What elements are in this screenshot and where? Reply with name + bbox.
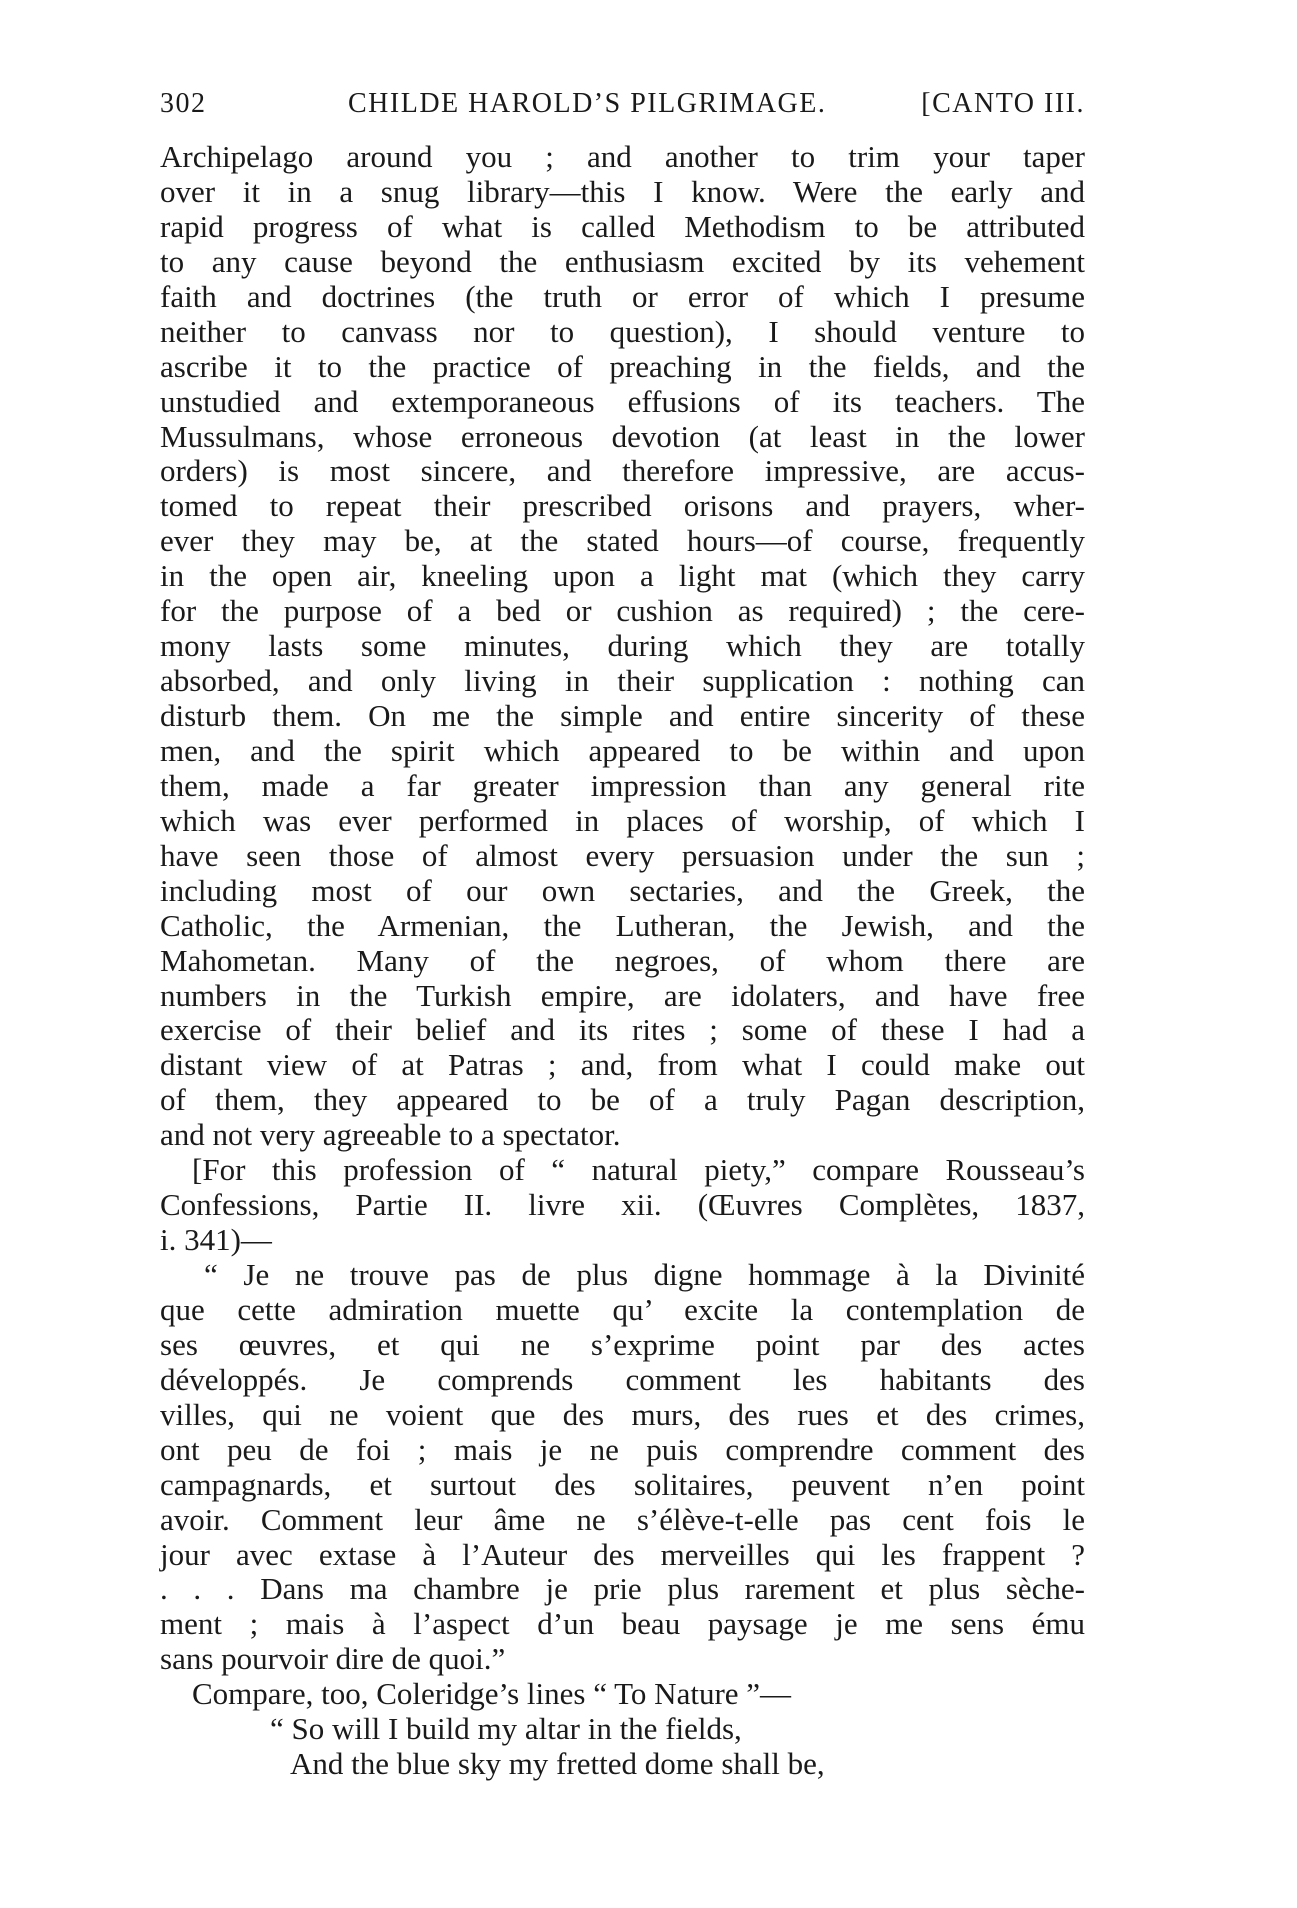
text-line: in the open air, kneeling upon a light mat (which they carry <box>160 558 1085 594</box>
text-line: men, and the spirit which appeared to be within and upon <box>160 732 1085 768</box>
text-line: Archipelago around you ; and another to trim your taper <box>160 139 1085 174</box>
verse-line: And the blue sky my fretted dome shall be, <box>290 1746 825 1782</box>
text-line: i. 341)— <box>160 1222 272 1258</box>
text-line: ses œuvres, et qui ne s’exprime point par des actes <box>160 1326 1085 1362</box>
text-line: ascribe it to the practice of preaching in the fields, and the <box>160 348 1085 384</box>
text-line: campagnards, et surtout des solitaires, peuvent n’en point <box>160 1466 1085 1502</box>
text-line: of them, they appeared to be of a truly Pagan description, <box>160 1082 1085 1118</box>
text-line: and not very agreeable to a spectator. <box>160 1117 621 1153</box>
text-line: villes, qui ne voient que des murs, des rues et des crimes, <box>160 1396 1085 1432</box>
running-title: CHILDE HAROLD’S PILGRIMAGE. <box>348 88 827 119</box>
text-line: rapid progress of what is called Methodism to be attributed <box>160 208 1085 244</box>
text-line: them, made a far greater impression than any general rite <box>160 767 1085 803</box>
text-line: Confessions, Partie II. livre xii. (Œuvres Complètes, 1837, <box>160 1187 1085 1223</box>
book-page <box>160 84 1085 1884</box>
text-line: have seen those of almost every persuasion under the sun ; <box>160 837 1085 873</box>
text-line: ont peu de foi ; mais je ne puis comprendre comment des <box>160 1431 1085 1467</box>
text-line: Mussulmans, whose erroneous devotion (at least in the lower <box>160 418 1085 454</box>
text-line: faith and doctrines (the truth or error of which I presume <box>160 278 1085 314</box>
text-line: numbers in the Turkish empire, are idolaters, and have free <box>160 977 1085 1013</box>
text-line: neither to canvass nor to question), I should venture to <box>160 313 1085 349</box>
text-line: disturb them. On me the simple and entire sincerity of these <box>160 698 1085 733</box>
text-line: avoir. Comment leur âme ne s’élève-t-elle pas cent fois le <box>160 1501 1085 1537</box>
text-line: sans pourvoir dire de quoi.” <box>160 1641 506 1677</box>
text-line: which was ever performed in places of worship, of which I <box>160 802 1085 838</box>
text-line: including most of our own sectaries, and the Greek, the <box>160 872 1085 908</box>
text-line: Catholic, the Armenian, the Lutheran, the Jewish, and the <box>160 907 1085 943</box>
text-line: “ Je ne trouve pas de plus digne hommage à la Divinité <box>204 1257 1085 1292</box>
text-line: Mahometan. Many of the negroes, of whom there are <box>160 942 1085 978</box>
page-number: 302 <box>160 88 207 119</box>
text-line: absorbed, and only living in their supplication : nothing can <box>160 663 1085 699</box>
text-line: for the purpose of a bed or cushion as required) ; the cere- <box>160 593 1085 629</box>
text-line: orders) is most sincere, and therefore impressive, are accus- <box>160 453 1085 489</box>
text-line: ment ; mais à l’aspect d’un beau paysage je me sens ému <box>160 1606 1085 1642</box>
text-line: over it in a snug library—this I know. Were the early and <box>160 173 1085 209</box>
text-line: Compare, too, Coleridge’s lines “ To Nature ”— <box>192 1676 792 1712</box>
text-line: exercise of their belief and its rites ; some of these I had a <box>160 1012 1085 1048</box>
text-line: [For this profession of “ natural piety,” compare Rousseau’s <box>192 1152 1085 1188</box>
text-line: to any cause beyond the enthusiasm excited by its vehement <box>160 243 1085 279</box>
text-line: que cette admiration muette qu’ excite la contemplation de <box>160 1291 1085 1327</box>
text-line: mony lasts some minutes, during which they are totally <box>160 628 1085 664</box>
text-line: développés. Je comprends comment les habitants des <box>160 1361 1085 1397</box>
verse-line: “ So will I build my altar in the fields, <box>270 1711 742 1747</box>
text-line: distant view of at Patras ; and, from what I could make out <box>160 1047 1085 1083</box>
text-line: unstudied and extemporaneous effusions of its teachers. The <box>160 383 1085 419</box>
text-line: jour avec extase à l’Auteur des merveilles qui les frappent ? <box>160 1536 1085 1572</box>
text-line: tomed to repeat their prescribed orisons and prayers, wher- <box>160 488 1085 524</box>
text-line: ever they may be, at the stated hours—of course, frequently <box>160 523 1085 559</box>
running-head <box>160 84 1085 134</box>
canto-label: [CANTO III. <box>921 88 1085 119</box>
body-text <box>160 140 1085 1782</box>
text-line: . . . Dans ma chambre je prie plus rarement et plus sèche- <box>160 1571 1085 1607</box>
